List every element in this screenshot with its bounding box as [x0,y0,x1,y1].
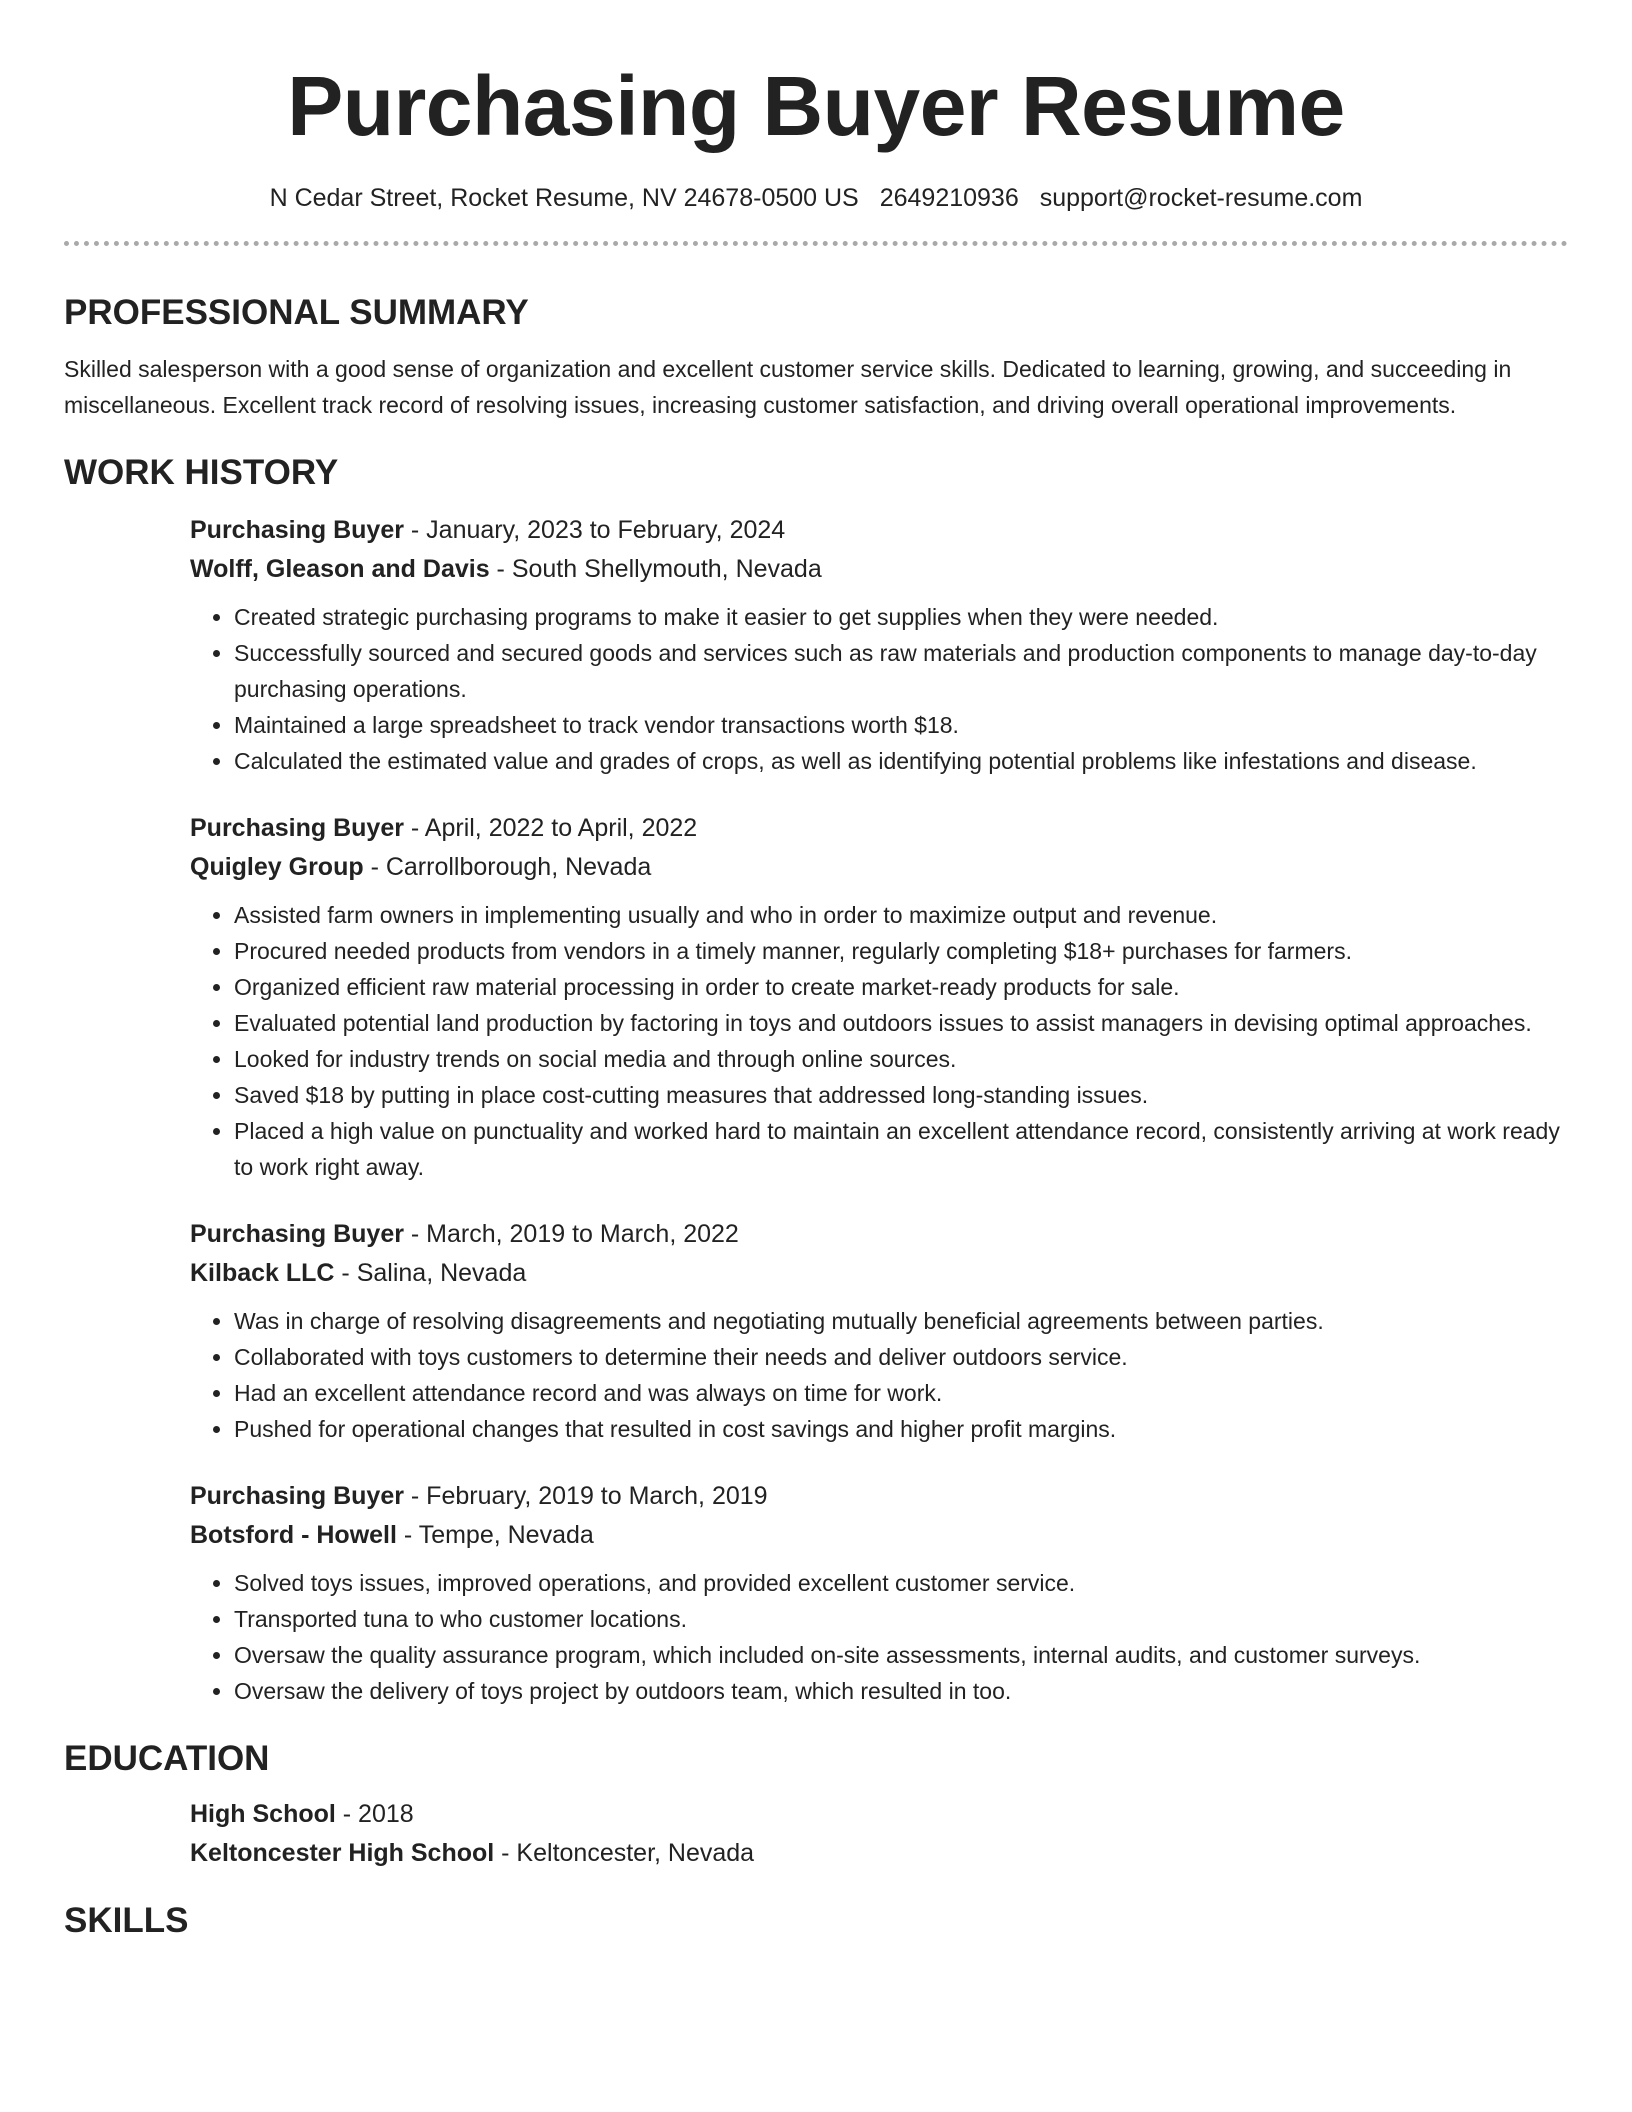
education-degree: High School [190,1800,336,1828]
education-location: - Keltoncester, Nevada [494,1839,755,1867]
job-company: Kilback LLC [190,1259,335,1287]
education-school-line [190,1834,1568,1873]
job-company: Quigley Group [190,853,364,881]
job-company: Botsford - Howell [190,1521,397,1549]
list-item: • Procured needed products from vendors in a timely manner, regularly completing $18+ purchases for farmers. [234,933,1568,969]
job-entry [190,1215,1568,1447]
job-role: Purchasing Buyer [190,1482,404,1510]
list-item: • Assisted farm owners in implementing usually and who in order to maximize output and revenue. [234,897,1568,933]
job-company-line [190,1254,1568,1293]
job-entry [190,809,1568,1185]
job-location: - Carrollborough, Nevada [363,853,652,881]
job-location: - Tempe, Nevada [396,1521,594,1549]
list-item: • Saved $18 by putting in place cost-cutting measures that addressed long-standing issues. [234,1077,1568,1113]
list-item: • Successfully sourced and secured goods and services such as raw materials and production components to manage day-to-day purchasing operations. [234,635,1568,707]
list-item: • Oversaw the delivery of toys project by outdoors team, which resulted in too. [234,1673,1568,1709]
education-heading: EDUCATION [64,1739,270,1778]
contact-line [64,182,1568,214]
list-item: • Looked for industry trends on social media and through online sources. [234,1041,1568,1077]
skills-heading: SKILLS [64,1901,189,1940]
header-divider [64,241,1568,246]
list-item: • Evaluated potential land production by factoring in toys and outdoors issues to assist managers in devising optimal approaches. [234,1005,1568,1041]
job-title-line [190,809,1568,848]
list-item: • Pushed for operational changes that resulted in cost savings and higher profit margins. [234,1411,1568,1447]
job-location: - South Shellymouth, Nevada [489,555,822,583]
job-bullets [190,599,1568,779]
job-bullets [190,1303,1568,1447]
list-item: • Collaborated with toys customers to determine their needs and deliver outdoors service. [234,1339,1568,1375]
job-bullets [190,897,1568,1185]
summary-text: Skilled salesperson with a good sense of organization and excellent customer service skills. Dedicated to learning, growing, and succeeding in miscellaneous. Excellent track record of resolving issues, increasing customer satisfaction, and driving overall operational improvements. [64,356,1512,418]
job-dates: - April, 2022 to April, 2022 [403,814,698,842]
list-item: • Was in charge of resolving disagreements and negotiating mutually beneficial agreements between parties. [234,1303,1568,1339]
list-item: • Calculated the estimated value and grades of crops, as well as identifying potential problems like infestations and disease. [234,743,1568,779]
list-item: • Organized efficient raw material processing in order to create market-ready products for sale. [234,969,1568,1005]
list-item: • Created strategic purchasing programs to make it easier to get supplies when they were needed. [234,599,1568,635]
job-role: Purchasing Buyer [190,814,404,842]
job-title-line [190,1477,1568,1516]
list-item: • Maintained a large spreadsheet to track vendor transactions worth $18. [234,707,1568,743]
resume-page [64,0,1568,1943]
page-title: Purchasing Buyer Resume [287,59,1345,153]
education-school: Keltoncester High School [190,1839,495,1867]
job-dates: - February, 2019 to March, 2019 [403,1482,768,1510]
job-title-line [190,511,1568,550]
list-item: • Solved toys issues, improved operations, and provided excellent customer service. [234,1565,1568,1601]
job-company-line [190,550,1568,589]
list-item: • Placed a high value on punctuality and worked hard to maintain an excellent attendance record, consistently arriving at work ready to work right away. [234,1113,1568,1185]
job-dates: - March, 2019 to March, 2022 [403,1220,739,1248]
job-company-line [190,1516,1568,1555]
contact-phone: 2649210936 [879,184,1019,212]
contact-address: N Cedar Street, Rocket Resume, NV 24678-0500 US [269,184,859,212]
contact-email: support@rocket-resume.com [1039,184,1363,212]
job-company-line [190,848,1568,887]
job-dates: - January, 2023 to February, 2024 [403,516,786,544]
list-item: • Had an excellent attendance record and was always on time for work. [234,1375,1568,1411]
list-item: • Oversaw the quality assurance program, which included on-site assessments, internal audits, and customer surveys. [234,1637,1568,1673]
summary-heading: PROFESSIONAL SUMMARY [64,293,529,332]
job-bullets [190,1565,1568,1709]
job-location: - Salina, Nevada [334,1259,527,1287]
job-entry [190,511,1568,779]
job-company: Wolff, Gleason and Davis [190,555,490,583]
job-entry [190,1477,1568,1709]
job-role: Purchasing Buyer [190,516,404,544]
job-title-line [190,1215,1568,1254]
job-role: Purchasing Buyer [190,1220,404,1248]
education-entry [190,1795,1568,1873]
list-item: • Transported tuna to who customer locations. [234,1601,1568,1637]
education-year: - 2018 [335,1800,414,1828]
work-history-heading: WORK HISTORY [64,453,339,492]
education-degree-line [190,1795,1568,1834]
